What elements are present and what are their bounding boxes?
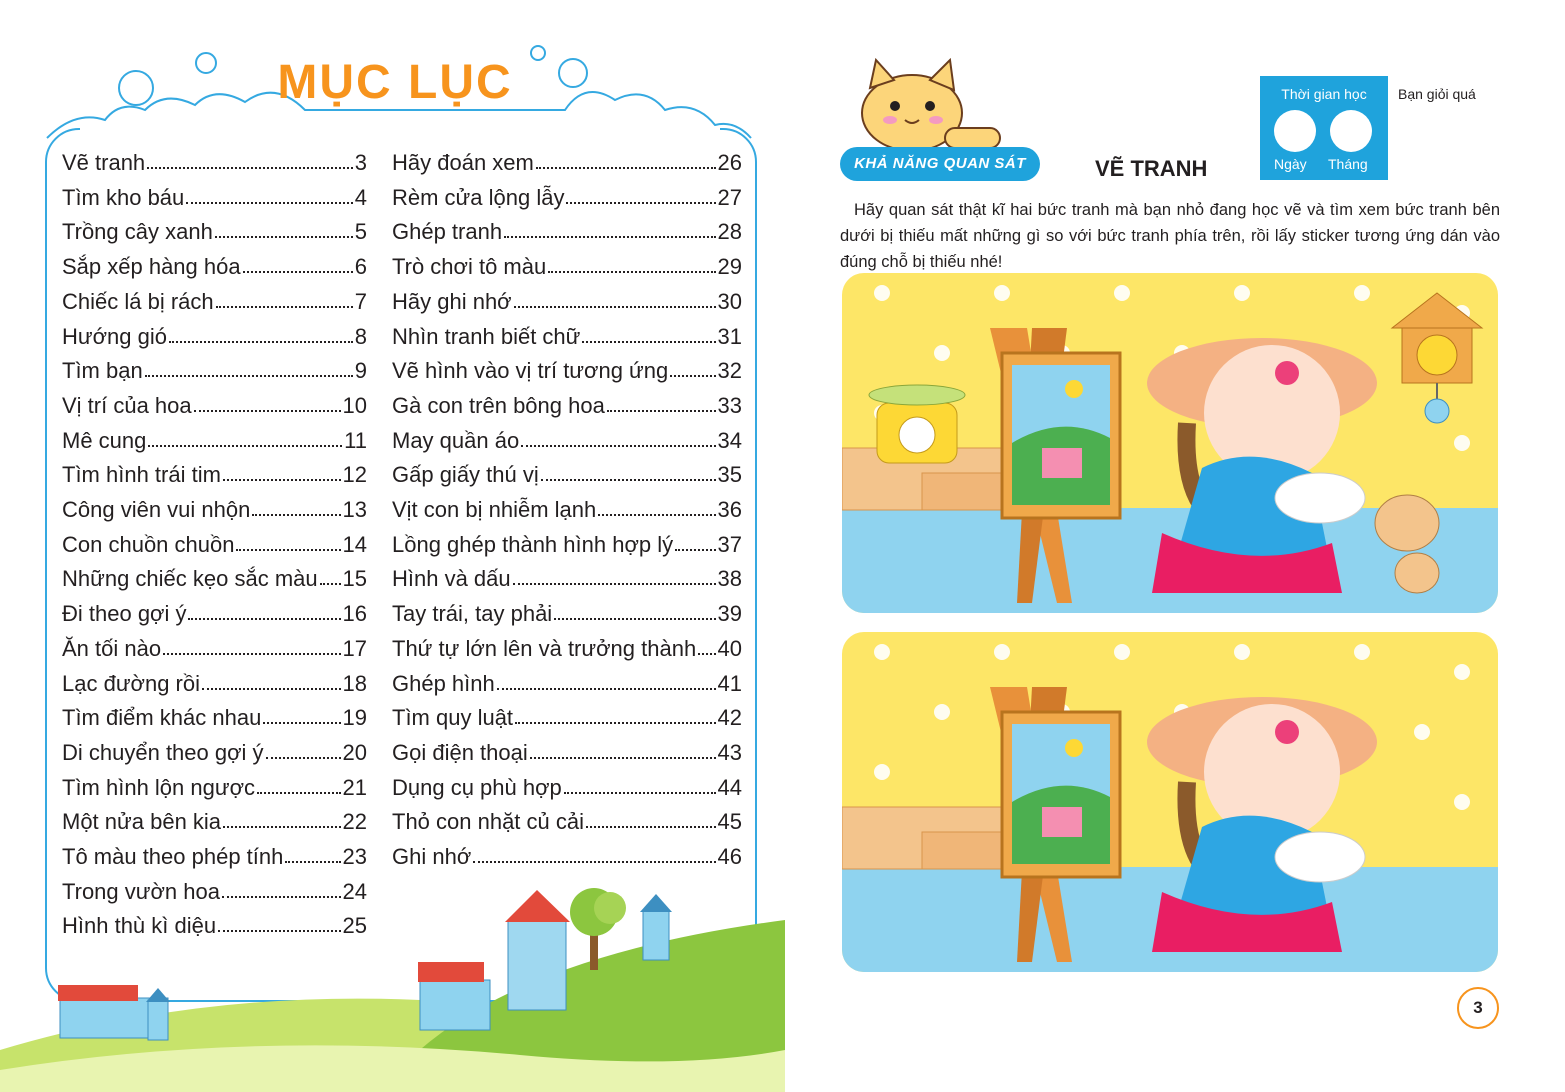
toc-dot-leader [147,167,353,169]
toc-entry-page: 7 [354,288,367,314]
study-time-box [1260,76,1388,180]
toc-entry-page: 18 [342,670,367,696]
toc-entry-label: Nhìn tranh biết chữ [392,323,581,349]
toc-entry-label: May quần áo [392,427,520,453]
toc-entry-page: 13 [342,497,367,522]
toc-entry-label: Hướng gió [62,323,167,349]
toc-dot-leader [521,445,715,447]
toc-entry-label: Đi theo gợi ý [62,601,187,627]
toc-entry-label: Ghép tranh [392,219,503,245]
toc-dot-leader [497,688,716,690]
toc-entry-label: Sắp xếp hàng hóa [62,254,241,280]
month-circle [1330,110,1372,152]
toc-dot-leader [266,757,341,759]
toc-dot-leader [598,514,715,516]
toc-entry [392,663,742,697]
toc-entry-label: Tìm hình lộn ngược [62,774,256,800]
toc-entry-page: 27 [717,184,742,210]
toc-dot-leader [186,202,352,204]
toc-entry-page: 29 [717,254,742,280]
toc-entry-label: Vẽ tranh [62,150,146,175]
toc-dot-leader [169,341,353,343]
toc-entry-page: 10 [342,392,367,418]
toc-dot-leader [148,445,342,447]
toc-dot-leader [548,271,715,273]
toc-entry-label: Gọi điện thoại [392,739,528,765]
toc-dot-leader [194,410,341,412]
toc-dot-leader [536,167,716,169]
cloud-mask [80,126,720,132]
toc-entry-page: 20 [342,739,367,765]
toc-dot-leader [263,722,340,724]
toc-entry-page: 38 [717,566,742,592]
instructions-text: Hãy quan sát thật kĩ hai bức tranh mà bạn nhỏ đang học vẽ và tìm xem bức tranh bên dưới bị thiếu mất những gì so với bức tranh phía trên, rồi lấy sticker tương ứng dán vào đúng chỗ bị thiếu nhé! [840,201,1500,271]
lesson-page [785,0,1565,1092]
toc-entry-label: Dụng cụ phù hợp [392,774,562,800]
toc-entry [62,489,367,523]
toc-dot-leader [554,618,715,620]
toc-entry-label: Hình thù kì diệu [62,913,217,939]
toc-entry-label: Hình và dấu [392,566,511,592]
toc-entry [62,836,367,870]
toc-entry-page: 19 [342,705,367,731]
toc-dot-leader [236,549,340,551]
toc-entry [62,697,367,731]
toc-entry [62,801,367,835]
toc-entry-label: Lạc đường rồi [62,670,201,696]
toc-entry [392,697,742,731]
toc-entry-page: 22 [342,809,367,835]
toc-entry-label: Thứ tự lớn lên và trưởng thành [392,635,697,661]
toc-dot-leader [188,618,340,620]
toc-entry [62,628,367,662]
toc-entry-page: 25 [342,913,367,939]
toc-dot-leader [513,583,716,585]
toc-entry-page: 15 [342,566,367,592]
toc-dot-leader [514,306,716,308]
toc-entry-page: 3 [354,150,367,175]
toc-entry-label: Vịt con bị nhiễm lạnh [392,497,597,522]
toc-entry [392,281,742,315]
toc-entry-label: Ghép hình [392,670,495,696]
cat-mascot-illustration [850,58,1010,153]
toc-entry [62,142,367,176]
toc-entry-label: Lồng ghép thành hình hợp lý [392,531,674,557]
toc-entry [392,142,742,176]
toc-dot-leader [257,792,341,794]
toc-entry-page: 16 [342,601,367,627]
toc-entry-page: 43 [717,739,742,765]
toc-entry-label: Tìm hình trái tim [62,462,221,488]
toc-entry-label: Vị trí của hoa [62,392,192,418]
toc-entry [392,385,742,419]
toc-entry-label: Hãy đoán xem [392,150,534,175]
toc-entry-label: Gà con trên bông hoa [392,392,605,418]
toc-entry [62,767,367,801]
toc-entry-label: Hãy ghi nhớ [392,288,512,314]
toc-dot-leader [163,653,340,655]
toc-entry-page: 33 [717,392,742,418]
toc-entry [62,385,367,419]
toc-entry-page: 11 [344,427,367,453]
toc-entry [62,732,367,766]
toc-dot-leader [670,375,715,377]
toc-entry-label: Tô màu theo phép tính [62,844,284,869]
toc-entry-label: Tìm bạn [62,358,143,384]
toc-entry [392,489,742,523]
toc-entry-label: Trong vườn hoa [62,878,220,904]
toc-dot-leader [504,236,715,238]
toc-dot-leader [145,375,353,377]
toc-dot-leader [582,341,715,343]
toc-entry [62,211,367,245]
toc-entry [62,350,367,384]
toc-entry [392,593,742,627]
toc-entry [392,558,742,592]
toc-dot-leader [675,549,715,551]
month-label: Tháng [1328,156,1368,172]
toc-dot-leader [285,861,340,863]
toc-dot-leader [586,826,716,828]
page-number: 3 [1457,987,1499,1029]
toc-dot-leader [564,792,716,794]
toc-entry-page: 42 [717,705,742,731]
toc-entry-page: 44 [717,774,742,800]
scene-top-illustration [842,273,1498,613]
toc-entry-label: Ghi nhớ [392,844,472,869]
toc-entry [62,177,367,211]
toc-dot-leader [515,722,715,724]
toc-entry-label: Tìm điểm khác nhau [62,705,262,731]
toc-entry-label: Con chuồn chuồn [62,531,235,557]
toc-entry [62,593,367,627]
toc-entry-label: Trò chơi tô màu [392,254,547,280]
toc-entry-page: 4 [354,184,367,210]
toc-title: MỤC LỤC [277,56,513,109]
toc-entry-label: Trồng cây xanh [62,219,213,245]
toc-dot-leader [607,410,716,412]
toc-dot-leader [243,271,353,273]
toc-entry [62,316,367,350]
toc-entry [392,177,742,211]
toc-entry [62,558,367,592]
toc-entry-page: 34 [717,427,742,453]
toc-entry-label: Công viên vui nhộn [62,497,251,522]
toc-entry [392,454,742,488]
toc-entry-page: 24 [342,878,367,904]
toc-entry-page: 37 [717,531,742,557]
hills-landscape-illustration [0,880,785,1092]
lesson-title: VẼ TRANH [1095,156,1208,181]
toc-entry [62,420,367,454]
toc-entry-page: 23 [342,844,367,869]
toc-entry-page: 6 [354,254,367,280]
toc-entry-label: Những chiếc kẹo sắc màu [62,566,318,592]
toc-entry-page: 40 [717,635,742,661]
toc-entry-page: 21 [342,774,367,800]
toc-entry [62,246,367,280]
toc-entry-label: Rèm cửa lộng lẫy [392,184,565,210]
toc-entry-label: Mê cung [62,427,147,453]
toc-entry-page: 30 [717,288,742,314]
toc-entry [392,350,742,384]
toc-entry-page: 39 [717,601,742,627]
toc-entry-label: Vẽ hình vào vị trí tương ứng [392,358,669,384]
toc-entry-label: Chiếc lá bị rách [62,288,214,314]
toc-entry-page: 45 [717,809,742,835]
toc-dot-leader [216,306,353,308]
toc-entry [392,211,742,245]
toc-dot-leader [223,479,341,481]
toc-entry-page: 17 [342,635,367,661]
toc-entry [392,316,742,350]
study-time-label: Thời gian học [1281,86,1367,102]
day-label: Ngày [1274,156,1307,172]
toc-entry-page: 8 [354,323,367,349]
toc-dot-leader [530,757,716,759]
bubble-decoration [195,52,217,74]
scene-bottom-illustration [842,632,1498,972]
toc-entry-label: Tay trái, tay phải [392,601,553,627]
toc-entry-page: 35 [717,462,742,488]
toc-entry [62,281,367,315]
skill-badge: KHẢ NĂNG QUAN SÁT [840,147,1040,181]
toc-entry [392,524,742,558]
toc-entry [392,420,742,454]
toc-entry-label: Một nửa bên kia [62,809,222,835]
toc-entry-page: 9 [354,358,367,384]
toc-entry [392,628,742,662]
toc-entry [62,524,367,558]
toc-entry [62,663,367,697]
toc-dot-leader [202,688,341,690]
toc-entry-page: 32 [717,358,742,384]
day-circle [1274,110,1316,152]
toc-dot-leader [698,653,715,655]
toc-entry-label: Ăn tối nào [62,635,162,661]
toc-entry [392,836,742,870]
praise-text: Bạn giỏi quá [1398,86,1476,102]
toc-entry-label: Gấp giấy thú vị [392,462,539,488]
toc-entry [392,767,742,801]
toc-entry [62,454,367,488]
toc-entry-page: 28 [717,219,742,245]
toc-entry-page: 36 [717,497,742,522]
toc-entry-page: 26 [717,150,742,175]
toc-entry-page: 41 [717,670,742,696]
toc-dot-leader [320,583,341,585]
toc-entry [392,246,742,280]
toc-dot-leader [473,861,715,863]
toc-entry-page: 5 [354,219,367,245]
toc-entry [392,732,742,766]
toc-dot-leader [223,826,340,828]
toc-entry-label: Di chuyển theo gợi ý [62,739,264,765]
toc-entry-page: 31 [717,323,742,349]
toc-entry-label: Tìm quy luật [392,705,514,731]
toc-entry [392,801,742,835]
toc-entry-label: Thỏ con nhặt củ cải [392,809,585,835]
toc-dot-leader [215,236,353,238]
toc-dot-leader [541,479,716,481]
toc-entry-page: 12 [342,462,367,488]
toc-dot-leader [252,514,340,516]
toc-dot-leader [566,202,715,204]
toc-entry-page: 14 [342,531,367,557]
toc-entry-page: 46 [717,844,742,869]
toc-entry-label: Tìm kho báu [62,184,185,210]
